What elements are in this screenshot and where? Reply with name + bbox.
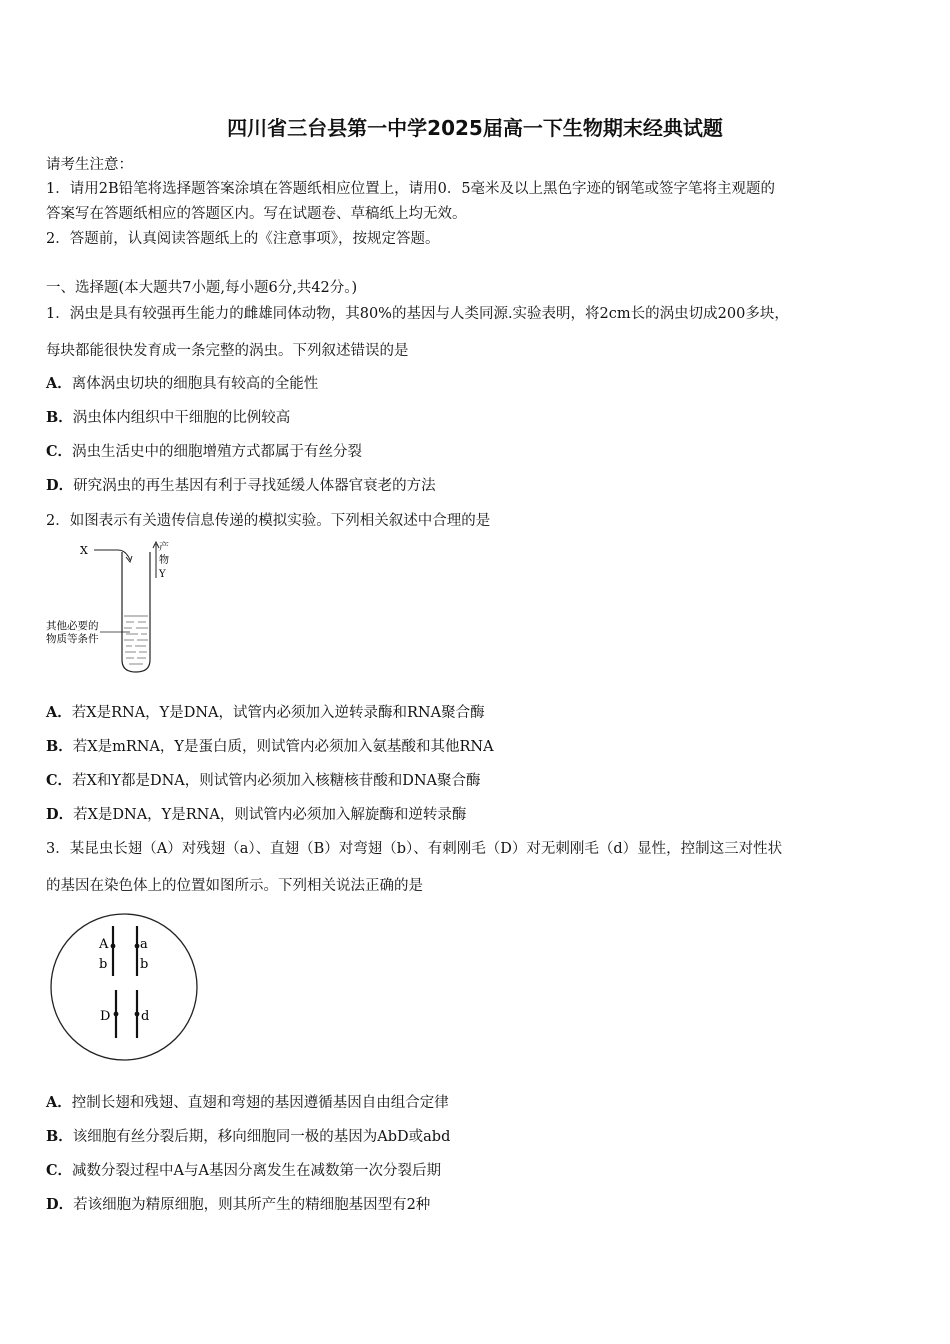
figure-product-char2: 物 xyxy=(159,555,169,566)
option-text: 涡虫体内组织中干细胞的比例较高 xyxy=(72,410,291,426)
option-text: 若该细胞为精原细胞，则其所产生的精细胞基因型有2种 xyxy=(73,1197,431,1213)
option-letter: D． xyxy=(46,1196,74,1213)
notice-heading: 请考生注意： xyxy=(46,157,133,173)
option-text: 减数分裂过程中A与A基因分离发生在减数第一次分裂后期 xyxy=(72,1163,441,1179)
option-letter: C． xyxy=(46,772,73,789)
option-text: 研究涡虫的再生基因有利于寻找延缓人体器官衰老的方法 xyxy=(73,478,436,494)
option-text: 离体涡虫切块的细胞具有较高的全能性 xyxy=(71,376,319,392)
option-letter: B． xyxy=(46,409,73,426)
figure-x-label: X xyxy=(80,544,88,557)
q1-option-d[interactable] xyxy=(46,474,436,495)
option-text: 若X是RNA，Y是DNA，试管内必须加入逆转录酶和RNA聚合酶 xyxy=(71,705,485,721)
test-tube-figure xyxy=(46,538,171,678)
section-heading: 一、选择题(本大题共7小题,每小题6分,共42分。) xyxy=(46,280,358,296)
q1-option-c[interactable] xyxy=(46,440,362,461)
option-text: 该细胞有丝分裂后期，移向细胞同一极的基因为AbD或abd xyxy=(72,1129,451,1145)
q3-stem-line1: 3．某昆虫长翅（A）对残翅（a）、直翅（B）对弯翅（b）、有刺刚毛（D）对无刺刚毛（d）显性，控制这三对性状 xyxy=(46,841,783,857)
gene-label-D: D xyxy=(100,1009,111,1024)
figure-product-char1: 产 xyxy=(159,542,169,553)
option-letter: A． xyxy=(46,704,72,721)
test-tube xyxy=(122,552,150,672)
option-letter: D． xyxy=(46,806,74,823)
option-letter: A． xyxy=(46,1094,72,1111)
input-arrow xyxy=(94,550,130,560)
q1-stem-line2: 每块都能很快发育成一条完整的涡虫。下列叙述错误的是 xyxy=(46,343,409,359)
notice-item-1: 1．请用2B铅笔将选择题答案涂填在答题纸相应位置上，请用0．5毫米及以上黑色字迹的钢笔或签字笔将主观题的 xyxy=(46,181,776,197)
q3-option-d[interactable] xyxy=(46,1193,430,1214)
option-text: 控制长翅和残翅、直翅和弯翅的基因遵循基因自由组合定律 xyxy=(71,1095,449,1111)
q2-stem: 2．如图表示有关遗传信息传递的模拟实验。下列相关叙述中合理的是 xyxy=(46,513,491,529)
figure-condition-line1: 其他必要的 xyxy=(46,620,99,632)
centromere xyxy=(111,944,116,949)
option-letter: B． xyxy=(46,738,73,755)
q3-option-b[interactable] xyxy=(46,1125,450,1146)
q1-option-a[interactable] xyxy=(46,372,318,393)
q1-stem-line1: 1．涡虫是具有较强再生能力的雌雄同体动物，其80%的基因与人类同源.实验表明，将2cm长的涡虫切成200多块， xyxy=(46,306,789,322)
option-letter: A． xyxy=(46,375,72,392)
tube-liquid xyxy=(124,616,148,664)
option-letter: D． xyxy=(46,477,74,494)
cell-outline xyxy=(51,914,197,1060)
centromere xyxy=(114,1012,119,1017)
q2-option-d[interactable] xyxy=(46,803,466,824)
option-text: 涡虫生活史中的细胞增殖方式都属于有丝分裂 xyxy=(72,444,363,460)
gene-label-A: A xyxy=(99,937,109,952)
figure-y-label: Y xyxy=(159,569,166,580)
q3-option-c[interactable] xyxy=(46,1159,441,1180)
centromere xyxy=(135,1012,140,1017)
q2-option-a[interactable] xyxy=(46,701,485,722)
q3-option-a[interactable] xyxy=(46,1091,449,1112)
page-title: 四川省三台县第一中学2025届高一下生物期末经典试题 xyxy=(227,116,723,140)
gene-label-d: d xyxy=(141,1009,150,1024)
q3-stem-line2: 的基因在染色体上的位置如图所示。下列相关说法正确的是 xyxy=(46,878,423,894)
notice-item-2: 2．答题前，认真阅读答题纸上的《注意事项》，按规定答题。 xyxy=(46,231,440,247)
option-letter: B． xyxy=(46,1128,73,1145)
option-text: 若X和Y都是DNA，则试管内必须加入核糖核苷酸和DNA聚合酶 xyxy=(72,773,481,789)
option-text: 若X是mRNA，Y是蛋白质，则试管内必须加入氨基酸和其他RNA xyxy=(72,739,494,755)
gene-label-a: a xyxy=(140,937,148,952)
notice-item-1-cont: 答案写在答题纸相应的答题区内。写在试题卷、草稿纸上均无效。 xyxy=(46,206,467,222)
gene-label-b-right: b xyxy=(140,957,149,972)
chromosome-cell-figure xyxy=(46,910,206,1070)
gene-label-b-left: b xyxy=(99,957,108,972)
q1-option-b[interactable] xyxy=(46,406,290,427)
option-text: 若X是DNA，Y是RNA，则试管内必须加入解旋酶和逆转录酶 xyxy=(73,807,467,823)
q2-option-b[interactable] xyxy=(46,735,494,756)
centromere xyxy=(135,944,140,949)
q2-option-c[interactable] xyxy=(46,769,481,790)
figure-condition-line2: 物质等条件 xyxy=(46,633,99,645)
option-letter: C． xyxy=(46,443,73,460)
option-letter: C． xyxy=(46,1162,73,1179)
